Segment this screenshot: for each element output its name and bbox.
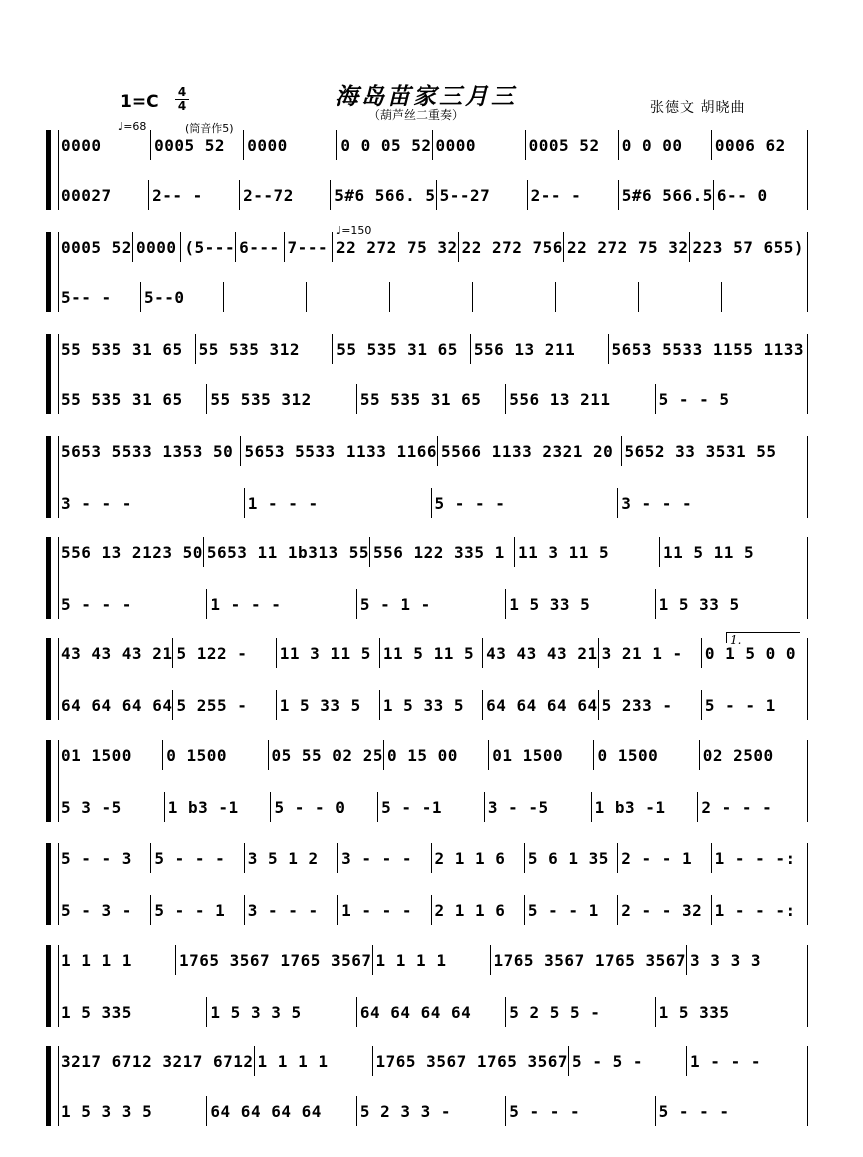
measure: 43 43 43 21 — [483, 638, 598, 668]
measure: 0000 — [433, 130, 526, 160]
upper-part — [58, 436, 804, 466]
measure: 55 535 31 65 — [357, 384, 506, 414]
measure: 7--- — [285, 232, 333, 262]
measure: 0005 52 — [151, 130, 244, 160]
measure: 1 5 335 — [658, 1002, 730, 1022]
measure: 1 - - - — [207, 589, 356, 619]
measure: 5 - -1 — [378, 792, 485, 822]
measure — [307, 282, 390, 312]
measure: 5566 1133 2321 20 — [438, 436, 621, 466]
measure: 55 535 31 65 — [58, 334, 196, 364]
upper-part — [58, 945, 804, 975]
measure: 2-- - — [528, 180, 619, 210]
measure: 5 - 3 - — [58, 895, 151, 925]
measure: 5 122 - — [173, 638, 276, 668]
measure: 02 2500 — [702, 745, 774, 765]
measure: 5 - - - — [151, 843, 244, 873]
measure: 1765 3567 1765 3567 — [491, 945, 688, 975]
measure: 2 1 1 6 — [432, 843, 525, 873]
measure: 0 1500 — [163, 740, 268, 770]
measure: 5653 11 1b313 55 — [204, 537, 370, 567]
measure — [390, 282, 473, 312]
measure: 2 - - 1 — [618, 843, 711, 873]
upper-part — [58, 334, 804, 364]
system-end-barline — [807, 334, 808, 414]
score-system — [46, 740, 808, 822]
upper-part — [58, 537, 804, 567]
score-system — [46, 334, 808, 414]
measure — [556, 282, 639, 312]
measure: 3 - - - — [621, 493, 693, 513]
measure: 64 64 64 64 — [483, 690, 598, 720]
lower-part — [58, 690, 804, 720]
measure: 5 255 - — [173, 690, 276, 720]
first-ending-mark: 1. — [726, 632, 800, 643]
measure: 1 5 33 5 — [658, 594, 740, 614]
measure — [224, 282, 307, 312]
measure: 55 535 31 65 — [58, 384, 207, 414]
measure: 5--27 — [437, 180, 528, 210]
measure: 5-- - — [58, 282, 141, 312]
measure: 1 5 33 5 — [506, 589, 655, 619]
score-system — [46, 1046, 808, 1126]
measure: 1 b3 -1 — [592, 792, 699, 822]
measure: 1 5 3 3 5 — [207, 997, 356, 1027]
measure: 55 535 312 — [196, 334, 334, 364]
measure: 5 - - 1 — [704, 695, 776, 715]
score-system — [46, 130, 808, 210]
measure: 1 - - -: — [714, 900, 796, 920]
measure: 3 3 3 3 — [690, 950, 761, 970]
measure: (5--- — [181, 232, 236, 262]
measure: 5653 5533 1353 50 — [58, 436, 241, 466]
measure: 0000 — [133, 232, 181, 262]
lower-part — [58, 1096, 804, 1126]
measure: 1 5 3 3 5 — [58, 1096, 207, 1126]
measure: 5#6 566.5 — [619, 180, 714, 210]
measure: 5653 5533 1133 1166 — [241, 436, 438, 466]
measure: 5 3 -5 — [58, 792, 165, 822]
measure: 5 - - - — [506, 1096, 655, 1126]
measure: 2 1 1 6 — [432, 895, 525, 925]
measure: 11 3 11 5 — [277, 638, 380, 668]
measure: 01 1500 — [489, 740, 594, 770]
score-system — [46, 224, 808, 312]
measure: 55 535 312 — [207, 384, 356, 414]
measure: 5 6 1 35 — [525, 843, 618, 873]
lower-part — [58, 997, 804, 1027]
measure: 0 0 00 — [619, 130, 712, 160]
measure: 2-- - — [149, 180, 240, 210]
measure: 5 - - 0 — [271, 792, 378, 822]
measure: 22 272 75 32 — [564, 232, 690, 262]
system-end-barline — [807, 436, 808, 518]
score-system — [46, 945, 808, 1027]
measure: 2 - - 32 — [618, 895, 711, 925]
measure: 64 64 64 64 — [58, 690, 173, 720]
measure — [473, 282, 556, 312]
measure: 3 - -5 — [485, 792, 592, 822]
time-denominator: 4 — [175, 99, 189, 113]
measure: 0 0 05 52 — [337, 130, 432, 160]
tempo-change: ♩=150 — [336, 224, 372, 237]
measure: 64 64 64 64 — [207, 1096, 356, 1126]
lower-part — [58, 384, 804, 414]
measure: 01 1500 — [58, 740, 163, 770]
measure: 556 122 335 1 — [370, 537, 515, 567]
measure: 5 - - 1 — [525, 895, 618, 925]
measure: 5653 5533 1155 1133 — [611, 339, 805, 359]
measure: 1 1 1 1 — [255, 1046, 373, 1076]
lower-part — [58, 589, 804, 619]
measure: 55 535 31 65 — [333, 334, 471, 364]
measure: 43 43 43 21 — [58, 638, 173, 668]
measure: 5 - 5 - — [569, 1046, 687, 1076]
time-numerator: 4 — [177, 85, 187, 99]
measure: 22 272 75 32 — [333, 232, 459, 262]
measure: 6-- 0 — [716, 185, 768, 205]
measure: 22 272 756 — [459, 232, 564, 262]
measure: 556 13 2123 50 — [58, 537, 204, 567]
measure: 1765 3567 1765 3567 — [373, 1046, 570, 1076]
upper-part — [58, 740, 804, 770]
measure: 1 1 1 1 — [58, 945, 176, 975]
measure: 5 - - - — [432, 488, 619, 518]
tempo-marking: ♩=68 — [118, 120, 147, 133]
measure: 5 233 - — [599, 690, 702, 720]
measure: 1765 3567 1765 3567 — [176, 945, 373, 975]
measure: 1 b3 -1 — [165, 792, 272, 822]
measure: 0 1500 — [594, 740, 699, 770]
lower-part — [58, 895, 804, 925]
measure: 1 - - - — [338, 895, 431, 925]
measure: 5--0 — [141, 282, 224, 312]
measure: 3 5 1 2 — [245, 843, 338, 873]
score-system — [46, 537, 808, 619]
measure: 11 3 11 5 — [515, 537, 660, 567]
measure: 223 57 655) — [692, 237, 804, 257]
measure — [639, 282, 722, 312]
upper-part — [58, 638, 804, 668]
measure: 5 - - - — [658, 1101, 730, 1121]
system-end-barline — [807, 537, 808, 619]
upper-part — [58, 1046, 804, 1076]
measure: 1 1 1 1 — [373, 945, 491, 975]
measure: 5 - - - — [58, 589, 207, 619]
lower-part — [58, 488, 804, 518]
score-system — [46, 633, 808, 720]
measure: 0005 52 — [526, 130, 619, 160]
score-system — [46, 843, 808, 925]
measure: 6--- — [236, 232, 284, 262]
score-title: 海岛苗家三月三 — [335, 83, 517, 110]
measure: 3217 6712 3217 6712 — [58, 1046, 255, 1076]
upper-part — [58, 843, 804, 873]
measure: 2 - - - — [701, 797, 773, 817]
system-end-barline — [807, 945, 808, 1027]
system-end-barline — [807, 232, 808, 312]
measure: 5#6 566. 5 — [331, 180, 436, 210]
score-subtitle: （葫芦丝二重奏） — [368, 108, 465, 122]
measure: 1 - - - — [690, 1051, 761, 1071]
measure: 5 2 3 3 - — [357, 1096, 506, 1126]
lower-part — [58, 282, 804, 312]
measure: 2--72 — [240, 180, 331, 210]
system-end-barline — [807, 740, 808, 822]
measure: 0 15 00 — [384, 740, 489, 770]
measure: 0005 52 — [58, 232, 133, 262]
tube-note: (筒音作5) — [185, 122, 234, 135]
system-end-barline — [807, 638, 808, 720]
measure: 0000 — [58, 130, 151, 160]
measure: 0006 62 — [714, 135, 786, 155]
measure: 1 5 33 5 — [380, 690, 483, 720]
measure: 556 13 211 — [506, 384, 655, 414]
measure: 556 13 211 — [471, 334, 609, 364]
score-system — [46, 436, 808, 518]
measure: 64 64 64 64 — [357, 997, 506, 1027]
measure: 5 2 5 5 - — [506, 997, 655, 1027]
measure: 1 5 33 5 — [277, 690, 380, 720]
measure: 5 - - 3 — [58, 843, 151, 873]
measure: 0000 — [244, 130, 337, 160]
measure: 05 55 02 25 — [269, 740, 384, 770]
measure: 1 - - -: — [714, 848, 796, 868]
lower-part — [58, 792, 804, 822]
time-signature — [175, 86, 189, 113]
measure: 11 5 11 5 — [662, 542, 755, 562]
measure — [722, 282, 804, 312]
composer: 张德文 胡晓曲 — [650, 100, 746, 116]
measure: 3 - - - — [338, 843, 431, 873]
measure: 5 - - 5 — [658, 389, 730, 409]
measure: 3 - - - — [245, 895, 338, 925]
measure: 5 - 1 - — [357, 589, 506, 619]
system-end-barline — [807, 843, 808, 925]
measure: 00027 — [58, 180, 149, 210]
measure: 5 - - 1 — [151, 895, 244, 925]
key-signature: 1=C — [120, 92, 159, 112]
measure: 5652 33 3531 55 — [624, 441, 777, 461]
measure: 3 21 1 - — [599, 638, 702, 668]
system-end-barline — [807, 1046, 808, 1126]
system-end-barline — [807, 130, 808, 210]
upper-part — [58, 232, 804, 262]
lower-part — [58, 180, 804, 210]
measure: 3 - - - — [58, 488, 245, 518]
measure: 1 - - - — [245, 488, 432, 518]
measure: 11 5 11 5 — [380, 638, 483, 668]
measure: 0 1 5 0 0 — [704, 643, 797, 663]
score-header — [0, 0, 863, 140]
measure: 1 5 335 — [58, 997, 207, 1027]
upper-part — [58, 130, 804, 160]
